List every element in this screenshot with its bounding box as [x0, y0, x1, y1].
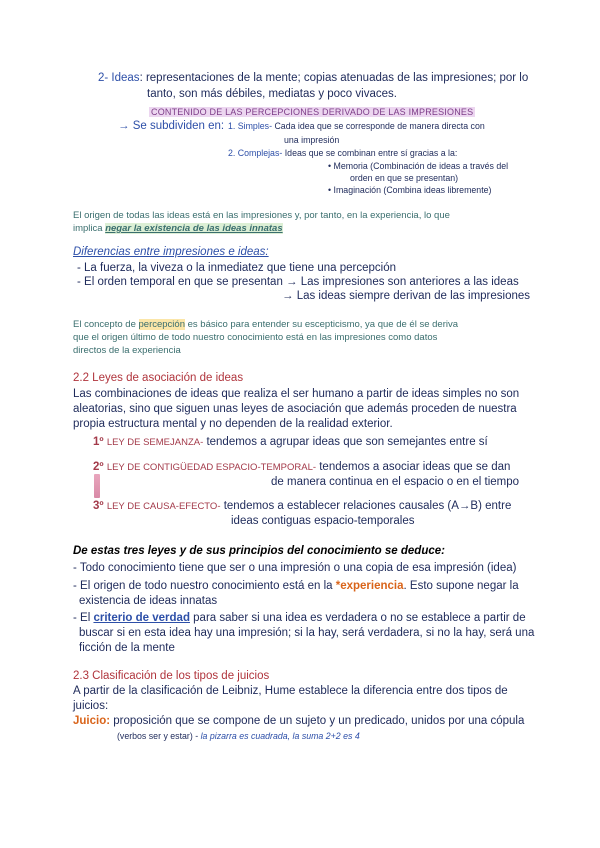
juicio-verbs: (verbos ser y estar) -: [117, 731, 201, 741]
simples-def2: una impresión: [284, 135, 340, 145]
origen-line2: [73, 223, 283, 234]
deduce-item2-prefix: - El origen de todo nuestro conocimiento está en la: [73, 580, 336, 592]
juicio-def: proposición que se compone de un sujeto y un predicado, unidos por una cópula: [110, 715, 525, 727]
juicio-label: Juicio:: [73, 715, 111, 727]
simples-label: 1. Simples-: [228, 121, 272, 131]
origen-prefix: implica: [73, 223, 106, 234]
ley-2: [93, 461, 510, 473]
juicios-p2: juicios:: [73, 700, 109, 712]
subdivide-label: → Se subdividen en:: [118, 120, 225, 132]
deduce-item2-line2: existencia de ideas innatas: [79, 595, 218, 607]
ideas-label: 2- Ideas: [98, 72, 140, 84]
ley-3-text: tendemos a establecer relaciones causales (A→B) entre: [220, 500, 512, 512]
diferencias-heading: Diferencias entre impresiones e ideas:: [73, 246, 269, 258]
complejas-line: [228, 148, 457, 158]
origen-highlight: negar la existencia de las ideas innatas: [105, 223, 283, 234]
ley-3-name: LEY DE CAUSA-EFECTO-: [106, 501, 221, 512]
highlight-marker: [94, 474, 100, 498]
deduce-item2-suffix: . Esto supone negar la: [403, 580, 519, 592]
ley-3-text2: ideas contiguas espacio-temporales: [231, 515, 415, 527]
ideas-definition-line1: [98, 72, 528, 84]
deduce-heading: De estas tres leyes y de sus principios del conocimiento se deduce:: [73, 545, 445, 557]
juicio-definition: [73, 715, 524, 727]
leyes-heading: 2.2 Leyes de asociación de ideas: [73, 372, 244, 384]
ideas-highlight-row: [149, 102, 475, 120]
diferencias-item1: - La fuerza, la viveza o la inmediatez que tiene una percepción: [77, 262, 397, 274]
ley-1-name: LEY DE SEMEJANZA-: [106, 437, 204, 448]
percepcion-prefix: El concepto de: [73, 319, 139, 330]
percepcion-line1: [73, 319, 458, 330]
ley-2-text2: de manera continua en el espacio o en el tiempo: [271, 476, 520, 488]
diferencias-item3: → Las ideas siempre derivan de las impresiones: [282, 290, 531, 302]
ley-1: [93, 436, 488, 448]
deduce-item3-line3: ficción de la mente: [79, 642, 175, 654]
deduce-item3-emphasis: criterio de verdad: [93, 612, 190, 624]
percepcion-suffix: es básico para entender su escepticismo, ya que de él se deriva: [184, 319, 459, 330]
deduce-item3-suffix: para saber si una idea es verdadera o no se establece a partir de: [189, 612, 526, 624]
percepcion-line3: directos de la experiencia: [73, 345, 181, 356]
simples-def: Cada idea que se corresponde de manera directa con: [274, 121, 485, 131]
ley-2-number: 2º: [93, 461, 104, 473]
percepcion-line2: que el origen último de todo nuestro conocimiento está en las impresiones como datos: [73, 332, 438, 343]
ley-2-name: LEY DE CONTIGÜEDAD ESPACIO-TEMPORAL-: [106, 462, 317, 473]
ideas-highlight: CONTENIDO DE LAS PERCEPCIONES DERIVADO DE LAS IMPRESIONES: [151, 107, 474, 117]
deduce-item2-emphasis: *experiencia: [335, 580, 404, 592]
complejas-def: Ideas que se combinan entre sí gracias a la:: [284, 148, 458, 158]
memoria-item2: orden en que se presentan): [350, 173, 459, 183]
leyes-p3: propia estructura mental y no dependen de la realidad exterior.: [73, 418, 393, 430]
juicio-example-line: [117, 731, 360, 741]
origen-line1: El origen de todas las ideas está en las impresiones y, por tanto, en la experiencia, lo que: [73, 210, 450, 221]
complejas-label: 2. Complejas-: [228, 148, 283, 158]
percepcion-highlight: percepción: [138, 319, 185, 330]
ley-2-text: tendemos a asociar ideas que se dan: [316, 461, 511, 473]
deduce-item1: - Todo conocimiento tiene que ser o una impresión o una copia de esa impresión (idea): [73, 562, 517, 574]
ley-3: [93, 500, 511, 512]
ley-1-number: 1º: [93, 436, 104, 448]
leyes-p2: aleatorias, sino que siguen unas leyes de asociación que además proceden de nuestra: [73, 403, 517, 415]
ley-1-text: tendemos a agrupar ideas que son semejantes entre sí: [203, 436, 488, 448]
ley-3-number: 3º: [93, 500, 104, 512]
deduce-item3-line2: buscar si en esta idea hay una impresión; si la hay, será verdadera, si no la hay, será una: [79, 627, 535, 639]
ideas-def: : representaciones de la mente; copias atenuadas de las impresiones; por lo: [139, 72, 529, 84]
imaginacion-item: • Imaginación (Combina ideas libremente): [328, 185, 492, 195]
simples-line: [228, 121, 485, 131]
leyes-p1: Las combinaciones de ideas que realiza el ser humano a partir de ideas simples no son: [73, 388, 520, 400]
memoria-item: • Memoria (Combinación de ideas a través del: [328, 161, 509, 171]
deduce-item3: [73, 612, 526, 624]
juicios-p1: A partir de la clasificación de Leibniz, Hume establece la diferencia entre dos tipos de: [73, 685, 508, 697]
deduce-item3-prefix: - El: [73, 612, 94, 624]
deduce-item2: [73, 580, 519, 592]
juicio-example: la pizarra es cuadrada, la suma 2+2 es 4: [200, 731, 360, 741]
juicios-heading: 2.3 Clasificación de los tipos de juicios: [73, 670, 270, 682]
ideas-definition-line2: tanto, son más débiles, mediatas y poco vivaces.: [147, 88, 397, 100]
diferencias-item2: - El orden temporal en que se presentan → Las impresiones son anteriores a las ideas: [77, 276, 519, 288]
